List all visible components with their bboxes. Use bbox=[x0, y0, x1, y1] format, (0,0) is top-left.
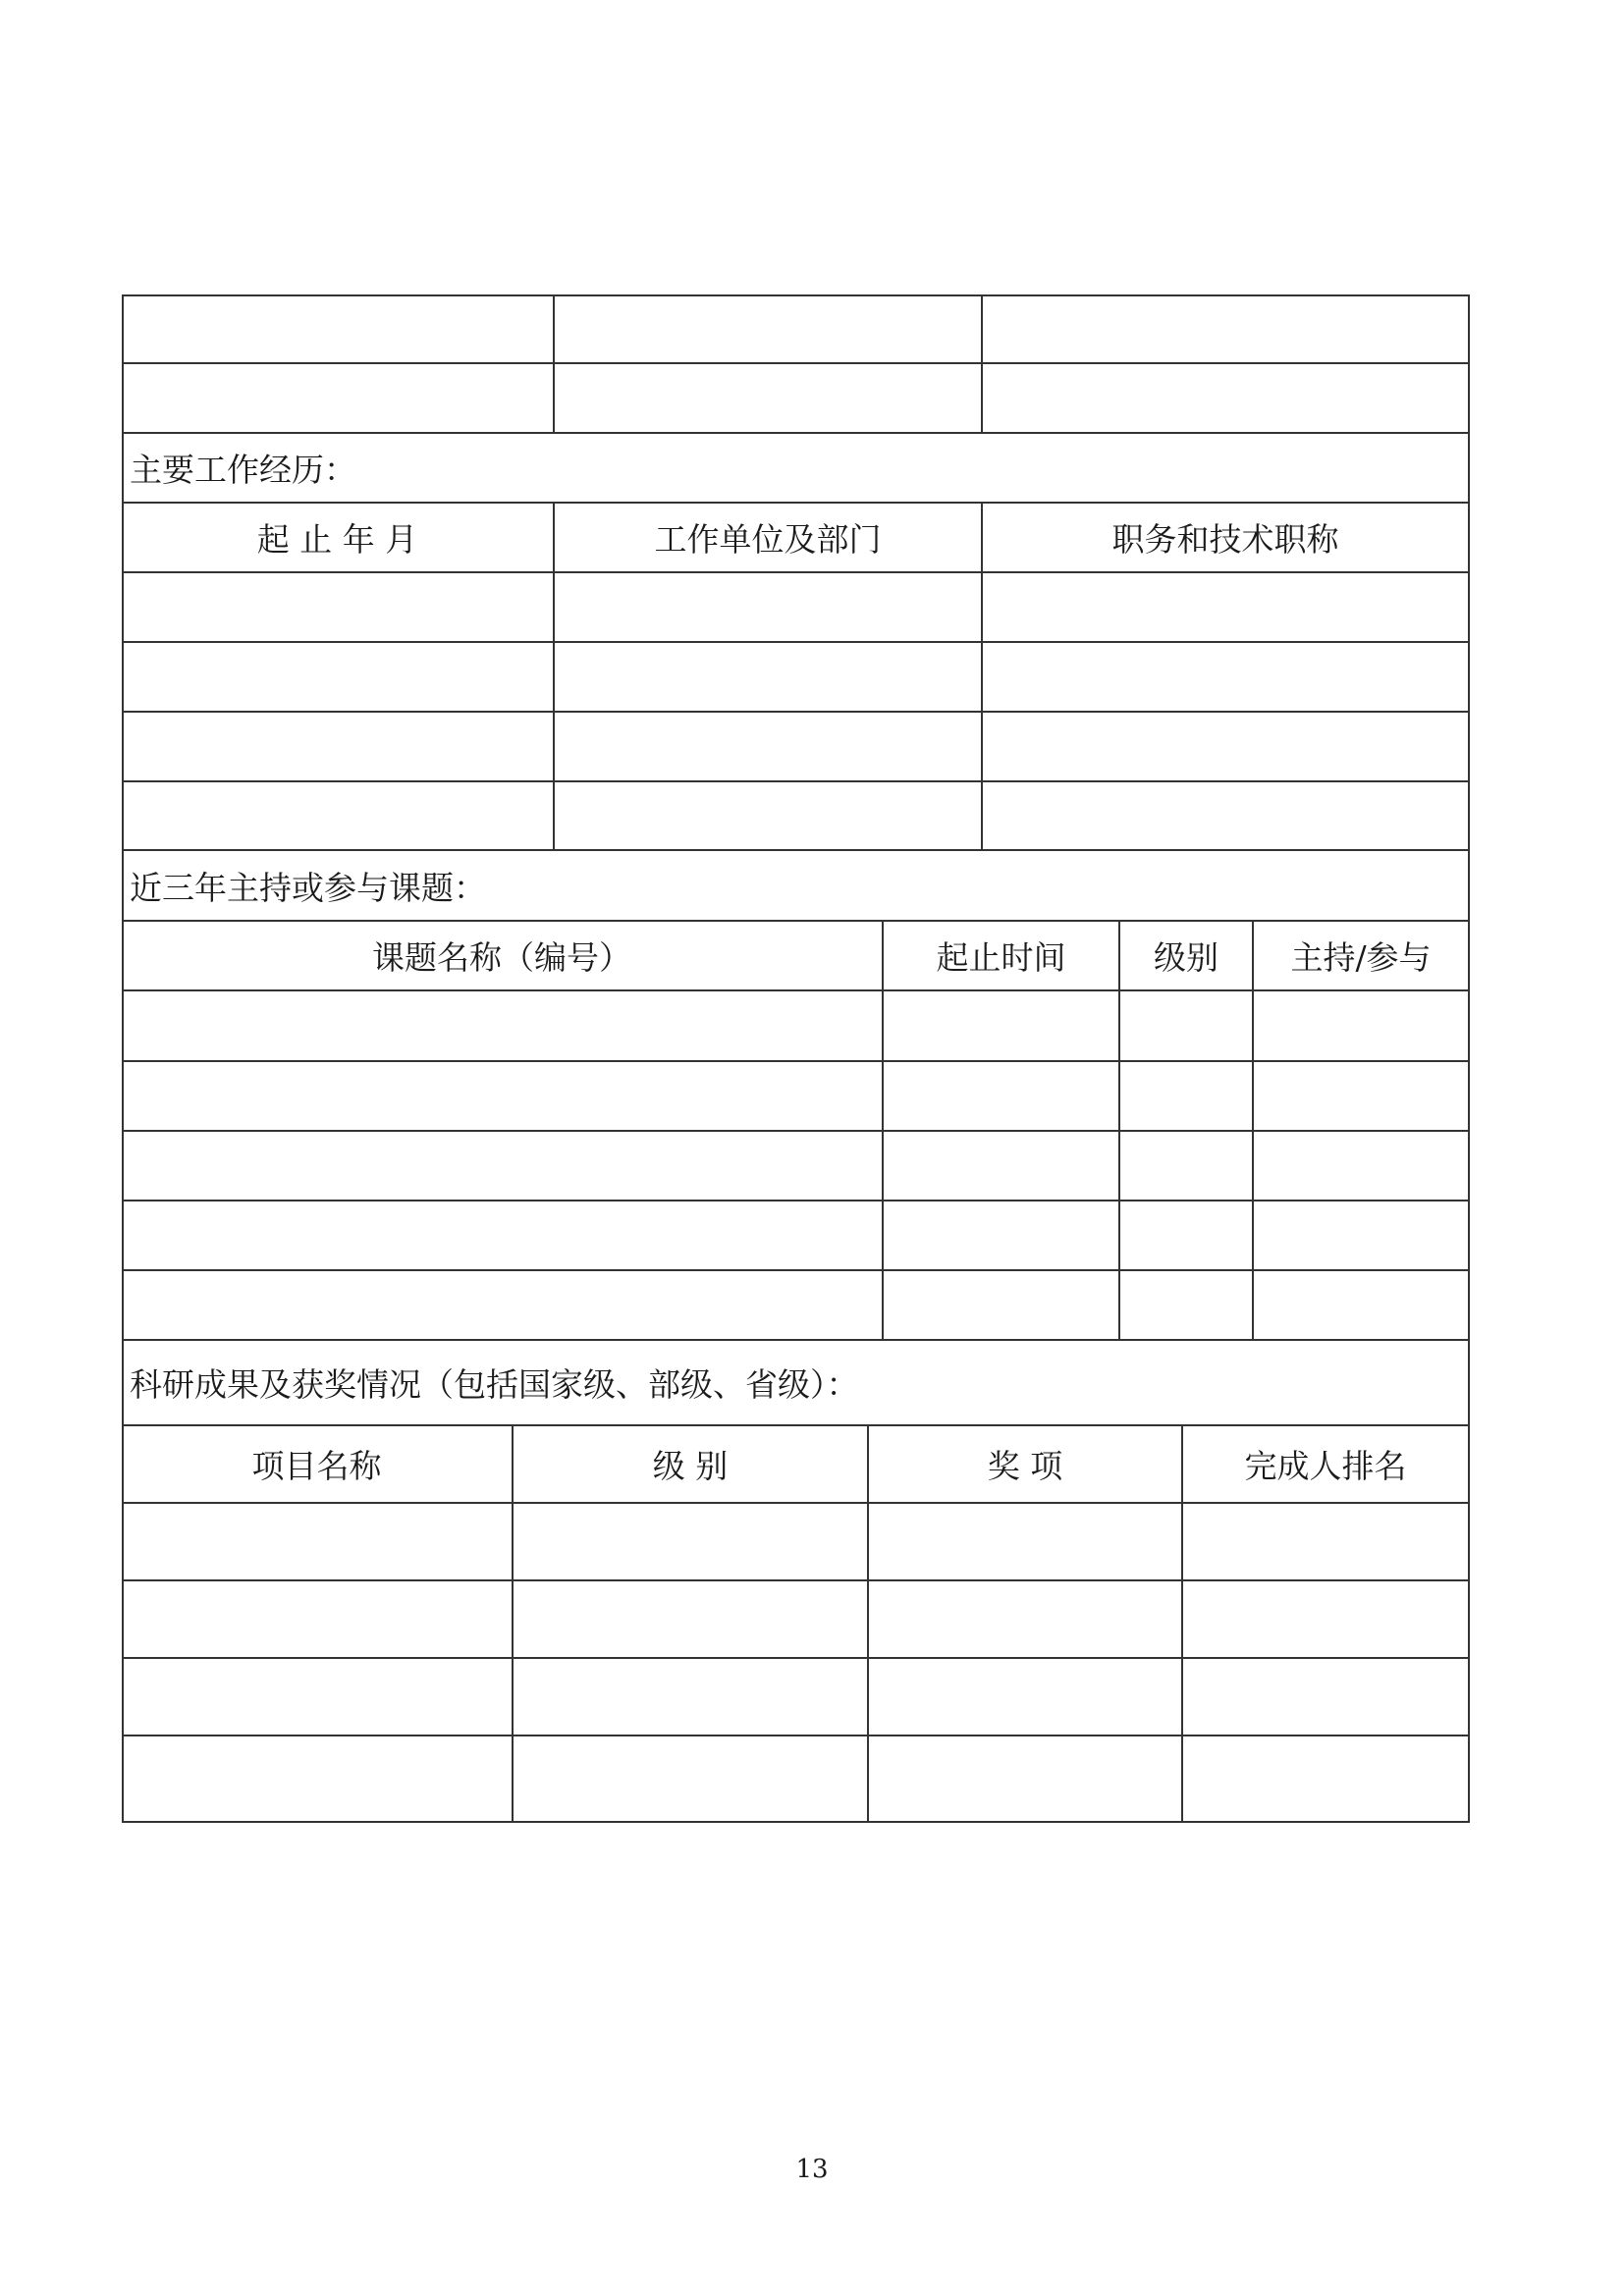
work-history-heading: 主要工作经历： bbox=[122, 434, 1470, 504]
awards-cell-r3-c1[interactable] bbox=[122, 1659, 514, 1736]
page-number: 13 bbox=[795, 2155, 829, 2184]
projects-cell-r4-c3[interactable] bbox=[1120, 1201, 1254, 1271]
awards-cell-r4-c4[interactable] bbox=[1183, 1736, 1470, 1823]
top-blank-cell-r1-c2[interactable] bbox=[555, 294, 983, 364]
awards-cell-r3-c3[interactable] bbox=[869, 1659, 1183, 1736]
projects-cell-r4-c4[interactable] bbox=[1254, 1201, 1470, 1271]
top-blank-cell-r1-c1[interactable] bbox=[122, 294, 555, 364]
projects-cell-r2-c4[interactable] bbox=[1254, 1062, 1470, 1132]
awards-cell-r2-c2[interactable] bbox=[514, 1581, 869, 1659]
projects-cell-r3-c1[interactable] bbox=[122, 1132, 884, 1201]
projects-cell-r4-c2[interactable] bbox=[884, 1201, 1120, 1271]
work-history-cell-r2-c2[interactable] bbox=[555, 643, 983, 713]
work-history-header-3: 职务和技术职称 bbox=[983, 504, 1470, 573]
awards-cell-r3-c2[interactable] bbox=[514, 1659, 869, 1736]
projects-cell-r5-c3[interactable] bbox=[1120, 1271, 1254, 1341]
work-history-cell-r4-c1[interactable] bbox=[122, 782, 555, 851]
awards-cell-r4-c3[interactable] bbox=[869, 1736, 1183, 1823]
awards-header-3: 奖 项 bbox=[869, 1426, 1183, 1504]
projects-cell-r5-c4[interactable] bbox=[1254, 1271, 1470, 1341]
projects-header-1: 课题名称（编号） bbox=[122, 922, 884, 991]
work-history-cell-r3-c2[interactable] bbox=[555, 713, 983, 782]
projects-cell-r4-c1[interactable] bbox=[122, 1201, 884, 1271]
projects-cell-r1-c4[interactable] bbox=[1254, 991, 1470, 1062]
work-history-cell-r1-c1[interactable] bbox=[122, 573, 555, 643]
top-blank-cell-r2-c2[interactable] bbox=[555, 364, 983, 434]
projects-cell-r2-c2[interactable] bbox=[884, 1062, 1120, 1132]
awards-header-2: 级 别 bbox=[514, 1426, 869, 1504]
awards-cell-r4-c1[interactable] bbox=[122, 1736, 514, 1823]
projects-header-3: 级别 bbox=[1120, 922, 1254, 991]
projects-cell-r5-c1[interactable] bbox=[122, 1271, 884, 1341]
awards-cell-r1-c4[interactable] bbox=[1183, 1504, 1470, 1581]
awards-cell-r1-c1[interactable] bbox=[122, 1504, 514, 1581]
projects-header-2: 起止时间 bbox=[884, 922, 1120, 991]
awards-cell-r3-c4[interactable] bbox=[1183, 1659, 1470, 1736]
awards-cell-r2-c3[interactable] bbox=[869, 1581, 1183, 1659]
awards-heading: 科研成果及获奖情况（包括国家级、部级、省级）： bbox=[122, 1341, 1470, 1426]
projects-cell-r2-c3[interactable] bbox=[1120, 1062, 1254, 1132]
projects-cell-r3-c2[interactable] bbox=[884, 1132, 1120, 1201]
projects-header-4: 主持/参与 bbox=[1254, 922, 1470, 991]
work-history-cell-r1-c3[interactable] bbox=[983, 573, 1470, 643]
work-history-cell-r4-c2[interactable] bbox=[555, 782, 983, 851]
work-history-cell-r4-c3[interactable] bbox=[983, 782, 1470, 851]
awards-header-1: 项目名称 bbox=[122, 1426, 514, 1504]
projects-cell-r1-c2[interactable] bbox=[884, 991, 1120, 1062]
awards-header-4: 完成人排名 bbox=[1183, 1426, 1470, 1504]
awards-cell-r1-c2[interactable] bbox=[514, 1504, 869, 1581]
projects-cell-r3-c3[interactable] bbox=[1120, 1132, 1254, 1201]
projects-cell-r1-c1[interactable] bbox=[122, 991, 884, 1062]
work-history-cell-r2-c3[interactable] bbox=[983, 643, 1470, 713]
work-history-header-1: 起 止 年 月 bbox=[122, 504, 555, 573]
work-history-header-2: 工作单位及部门 bbox=[555, 504, 983, 573]
work-history-cell-r3-c1[interactable] bbox=[122, 713, 555, 782]
projects-cell-r1-c3[interactable] bbox=[1120, 991, 1254, 1062]
top-blank-cell-r2-c3[interactable] bbox=[983, 364, 1470, 434]
awards-cell-r2-c4[interactable] bbox=[1183, 1581, 1470, 1659]
awards-cell-r1-c3[interactable] bbox=[869, 1504, 1183, 1581]
work-history-cell-r3-c3[interactable] bbox=[983, 713, 1470, 782]
top-blank-cell-r1-c3[interactable] bbox=[983, 294, 1470, 364]
awards-cell-r4-c2[interactable] bbox=[514, 1736, 869, 1823]
projects-cell-r5-c2[interactable] bbox=[884, 1271, 1120, 1341]
projects-cell-r2-c1[interactable] bbox=[122, 1062, 884, 1132]
work-history-cell-r1-c2[interactable] bbox=[555, 573, 983, 643]
projects-heading: 近三年主持或参与课题： bbox=[122, 851, 1470, 922]
projects-cell-r3-c4[interactable] bbox=[1254, 1132, 1470, 1201]
awards-cell-r2-c1[interactable] bbox=[122, 1581, 514, 1659]
top-blank-cell-r2-c1[interactable] bbox=[122, 364, 555, 434]
work-history-cell-r2-c1[interactable] bbox=[122, 643, 555, 713]
